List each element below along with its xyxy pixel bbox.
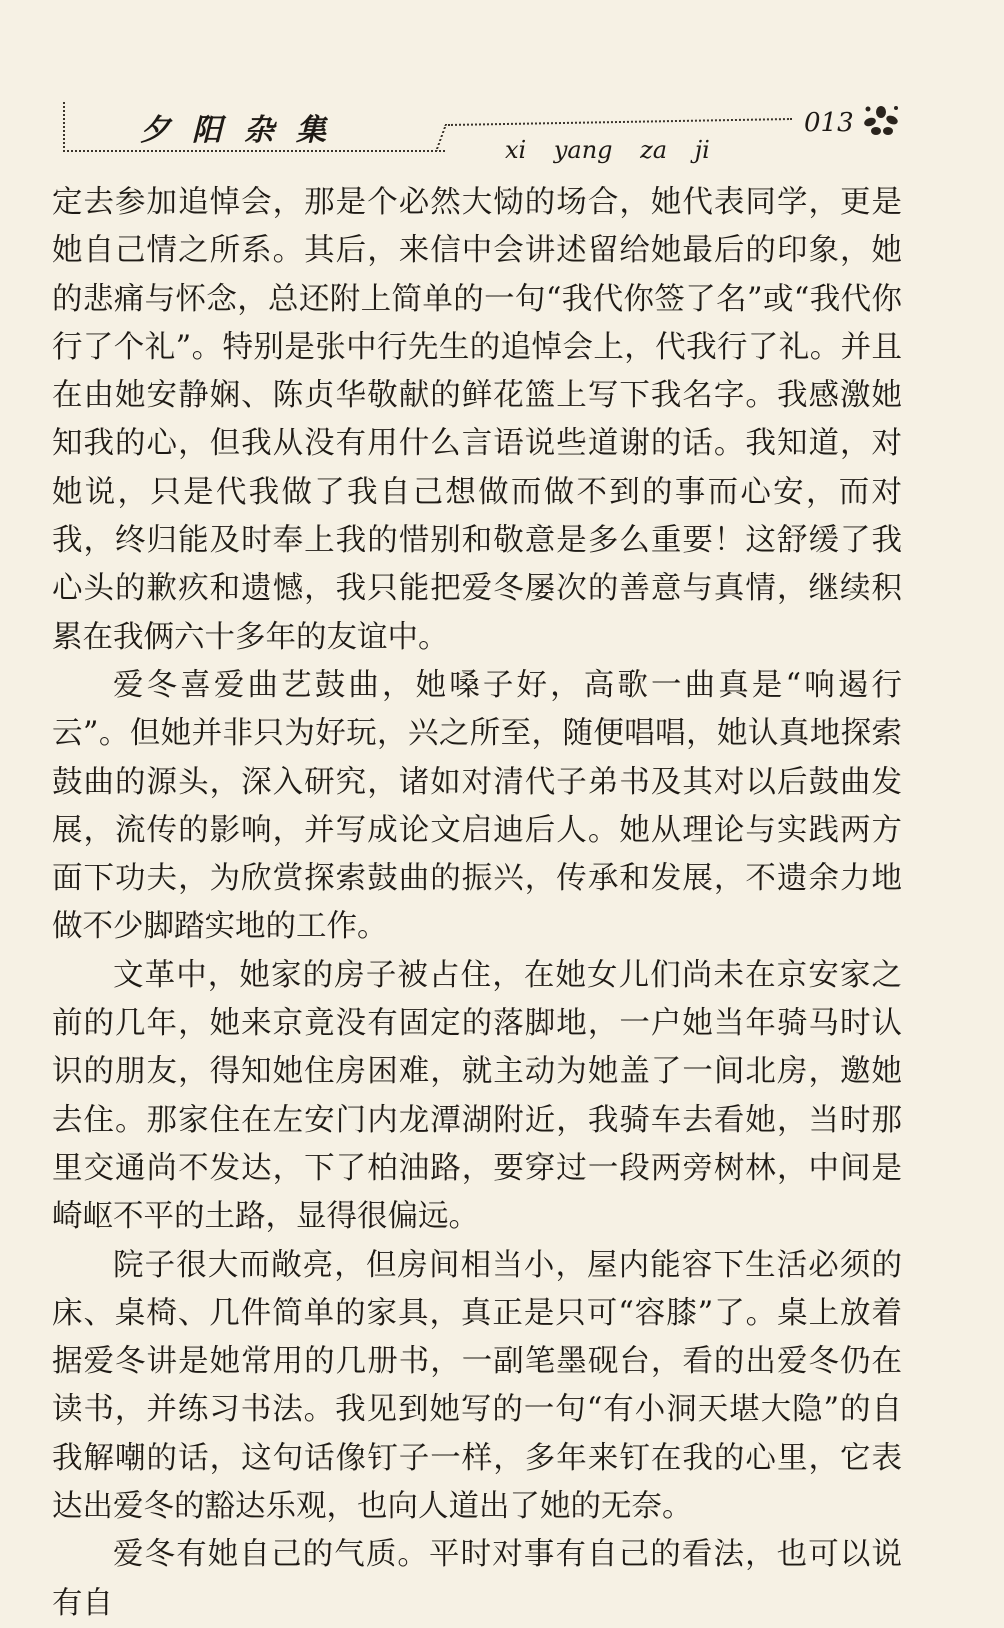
- header-vertical-rule: [63, 102, 65, 152]
- header-rule-right: [448, 118, 792, 126]
- body-text: [52, 179, 902, 1628]
- paragraph-2: 爱冬喜爱曲艺鼓曲，她嗓子好，高歌一曲真是“响遏行云”。但她并非只为好玩，兴之所至，随便唱唱，她认真地探索鼓曲的源头，深入研究，诸如对清代子弟书及其对以后鼓曲发展，流传的影响，并写成论文启迪后人。她从理论与实践两方面下功夫，为欣赏探索鼓曲的振兴，传承和发展，不遗余力地做不少脚踏实地的工作。: [52, 667, 902, 945]
- book-title: 夕阳杂集: [140, 113, 348, 148]
- flower-ornament-icon: [860, 100, 902, 138]
- header-rule-joint: [435, 124, 459, 152]
- book-title-pinyin: xi yang za ji: [505, 136, 710, 164]
- paragraph-1: 定去参加追悼会，那是个必然大恸的场合，她代表同学，更是她自己情之所系。其后，来信中会讲述留给她最后的印象，她的悲痛与怀念，总还附上简单的一句“我代你签了名”或“我代你行了个礼”。特别是张中行先生的追悼会上，代我行了礼。并且在由她安静娴、陈贞华敬献的鲜花篮上写下我名字。我感激她知我的心，但我从没有用什么言语说些道谢的话。我知道，对她说，只是代我做了我自己想做而做不到的事而心安，而对我，终归能及时奉上我的惜别和敬意是多么重要！这舒缓了我心头的歉疚和遗憾，我只能把爱冬屡次的善意与真情，继续积累在我俩六十多年的友谊中。: [52, 185, 902, 655]
- paragraph-4: 院子很大而敞亮，但房间相当小，屋内能容下生活必须的床、桌椅、几件简单的家具，真正是只可“容膝”了。桌上放着据爱冬讲是她常用的几册书，一副笔墨砚台，看的出爱冬仍在读书，并练习书法。我见到她写的一句“有小洞天堪大隐”的自我解嘲的话，这句话像钉子一样，多年来钉在我的心里，它表达出爱冬的豁达乐观，也向人道出了她的无奈。: [52, 1247, 902, 1525]
- paragraph-5: 爱冬有她自己的气质。平时对事有自己的看法，也可以说有自: [52, 1537, 902, 1621]
- paragraph-3: 文革中，她家的房子被占住，在她女儿们尚未在京安家之前的几年，她来京竟没有固定的落脚地，一户她当年骑马时认识的朋友，得知她住房困难，就主动为她盖了一间北房，邀她去住。那家住在左安门内龙潭湖附近，我骑车去看她，当时那里交通尚不发达，下了柏油路，要穿过一段两旁树林，中间是崎岖不平的土路，显得很偏远。: [52, 957, 902, 1235]
- header-rule-left: [63, 150, 445, 152]
- page-number: 013: [804, 108, 854, 138]
